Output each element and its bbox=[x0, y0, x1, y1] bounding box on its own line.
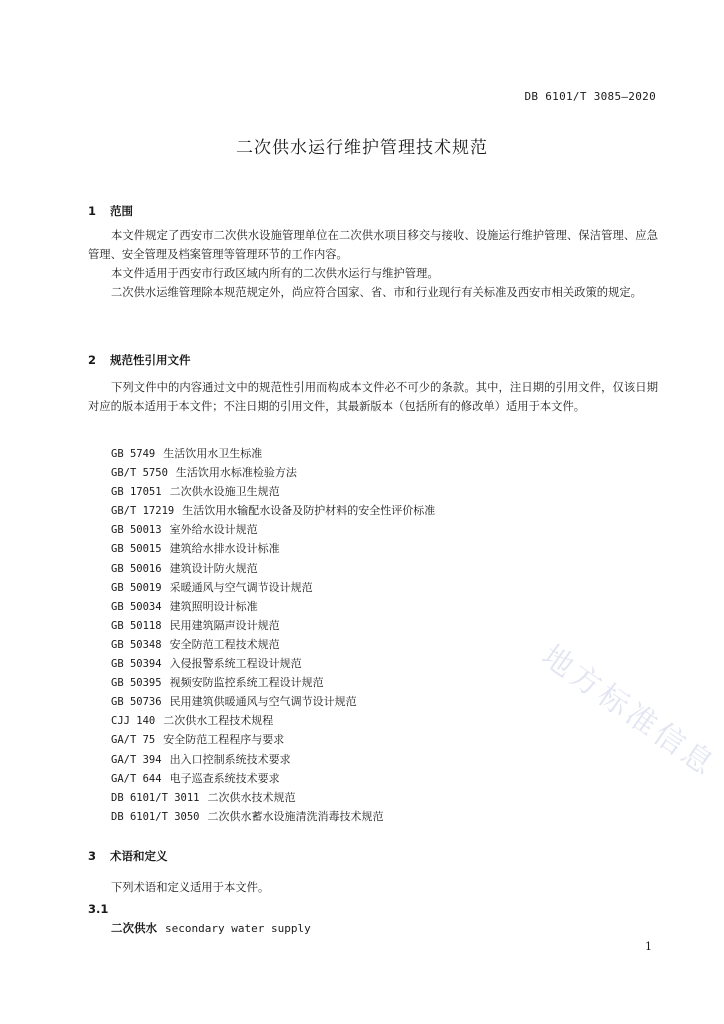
reference-item bbox=[111, 520, 435, 539]
reference-item bbox=[111, 654, 435, 673]
reference-title: 建筑设计防火规范 bbox=[169, 561, 258, 575]
reference-title: 建筑照明设计标准 bbox=[169, 599, 258, 613]
section-heading bbox=[88, 848, 168, 864]
reference-code: GA/T 644 bbox=[111, 772, 162, 785]
reference-title: 二次供水工程技术规程 bbox=[163, 714, 274, 728]
reference-item bbox=[111, 711, 435, 730]
reference-title: 生活饮用水卫生标准 bbox=[163, 447, 263, 460]
reference-code: GA/T 394 bbox=[111, 753, 162, 766]
term-chinese: 二次供水 bbox=[111, 921, 157, 935]
reference-item bbox=[111, 807, 435, 826]
section-title: 范围 bbox=[110, 204, 134, 218]
section-number: 3 bbox=[88, 849, 97, 863]
reference-title: 二次供水技术规范 bbox=[207, 790, 296, 804]
reference-title: 电子巡查系统技术要求 bbox=[169, 771, 280, 785]
term-entry bbox=[111, 920, 311, 936]
page-number: 1 bbox=[645, 940, 652, 953]
reference-code: GB 50348 bbox=[111, 638, 162, 651]
reference-title: 民用建筑供暖通风与空气调节设计规范 bbox=[169, 695, 357, 709]
reference-code: GB 50118 bbox=[111, 619, 162, 632]
reference-code: GB 50013 bbox=[111, 524, 162, 537]
reference-code: GB 50034 bbox=[111, 600, 162, 613]
reference-item bbox=[111, 616, 435, 635]
reference-code: GB/T 5750 bbox=[111, 467, 168, 480]
normative-reference-list bbox=[111, 444, 435, 826]
reference-code: DB 6101/T 3050 bbox=[111, 810, 200, 823]
reference-code: GA/T 75 bbox=[111, 734, 156, 747]
paragraph: 下列术语和定义适用于本文件。 bbox=[111, 881, 270, 894]
reference-title: 采暖通风与空气调节设计规范 bbox=[169, 580, 313, 594]
reference-title: 入侵报警系统工程设计规范 bbox=[169, 657, 302, 671]
reference-item bbox=[111, 673, 435, 692]
paragraph: 本文件适用于西安市行政区域内所有的二次供水运行与维护管理。 bbox=[111, 267, 439, 280]
reference-title: 生活饮用水标准检验方法 bbox=[175, 466, 297, 480]
reference-item bbox=[111, 444, 435, 463]
reference-code: GB 50395 bbox=[111, 677, 162, 690]
reference-code: DB 6101/T 3011 bbox=[111, 791, 200, 804]
reference-item bbox=[111, 692, 435, 711]
reference-title: 安全防范工程程序与要求 bbox=[163, 733, 285, 747]
reference-title: 二次供水蓄水设施清洗消毒技术规范 bbox=[207, 809, 384, 823]
reference-item bbox=[111, 788, 435, 807]
reference-title: 室外给水设计规范 bbox=[169, 523, 258, 537]
reference-item bbox=[111, 501, 435, 520]
reference-title: 安全防范工程技术规范 bbox=[169, 637, 280, 651]
section-number: 2 bbox=[88, 353, 97, 367]
reference-code: GB 50019 bbox=[111, 581, 162, 594]
reference-item bbox=[111, 539, 435, 558]
reference-code: GB 5749 bbox=[111, 448, 156, 460]
reference-item bbox=[111, 463, 435, 482]
reference-item bbox=[111, 578, 435, 597]
reference-code: CJJ 140 bbox=[111, 715, 156, 728]
reference-title: 二次供水设施卫生规范 bbox=[169, 485, 280, 499]
section-title: 术语和定义 bbox=[110, 849, 168, 863]
watermark: 地方标准信息 bbox=[535, 638, 723, 785]
section-number: 1 bbox=[88, 204, 97, 218]
reference-item bbox=[111, 559, 435, 578]
reference-title: 民用建筑隔声设计规范 bbox=[169, 618, 280, 632]
reference-title: 出入口控制系统技术要求 bbox=[169, 752, 291, 766]
section-title: 规范性引用文件 bbox=[110, 353, 191, 367]
reference-item bbox=[111, 482, 435, 501]
reference-title: 建筑给水排水设计标准 bbox=[169, 542, 280, 556]
reference-item bbox=[111, 635, 435, 654]
paragraph: 下列文件中的内容通过文中的规范性引用而构成本文件必不可少的条款。其中，注日期的引用文件，仅该日期对应的版本适用于本文件；不注日期的引用文件，其最新版本（包括所有的修改单）适用于本文件。 bbox=[88, 381, 658, 413]
reference-code: GB 50736 bbox=[111, 696, 162, 709]
section-heading bbox=[88, 203, 133, 219]
paragraph: 二次供水运维管理除本规范规定外，尚应符合国家、省、市和行业现行有关标准及西安市相关政策的规定。 bbox=[111, 286, 642, 299]
reference-item bbox=[111, 750, 435, 769]
reference-title: 生活饮用水输配水设备及防护材料的安全性评价标准 bbox=[182, 504, 436, 518]
reference-code: GB 50394 bbox=[111, 658, 162, 671]
document-title: 二次供水运行维护管理技术规范 bbox=[236, 138, 488, 158]
reference-title: 视频安防监控系统工程设计规范 bbox=[169, 676, 324, 690]
term-english: secondary water supply bbox=[165, 922, 311, 935]
reference-code: GB 50015 bbox=[111, 543, 162, 556]
term-number: 3.1 bbox=[88, 902, 109, 916]
reference-code: GB 17051 bbox=[111, 486, 162, 499]
doc-code: DB 6101/T 3085—2020 bbox=[524, 90, 656, 103]
reference-item bbox=[111, 597, 435, 616]
reference-item bbox=[111, 730, 435, 749]
reference-item bbox=[111, 769, 435, 788]
section-heading bbox=[88, 352, 191, 368]
reference-code: GB 50016 bbox=[111, 562, 162, 575]
paragraph: 本文件规定了西安市二次供水设施管理单位在二次供水项目移交与接收、设施运行维护管理、保洁管理、应急管理、安全管理及档案管理等管理环节的工作内容。 bbox=[88, 229, 658, 261]
reference-code: GB/T 17219 bbox=[111, 505, 175, 518]
